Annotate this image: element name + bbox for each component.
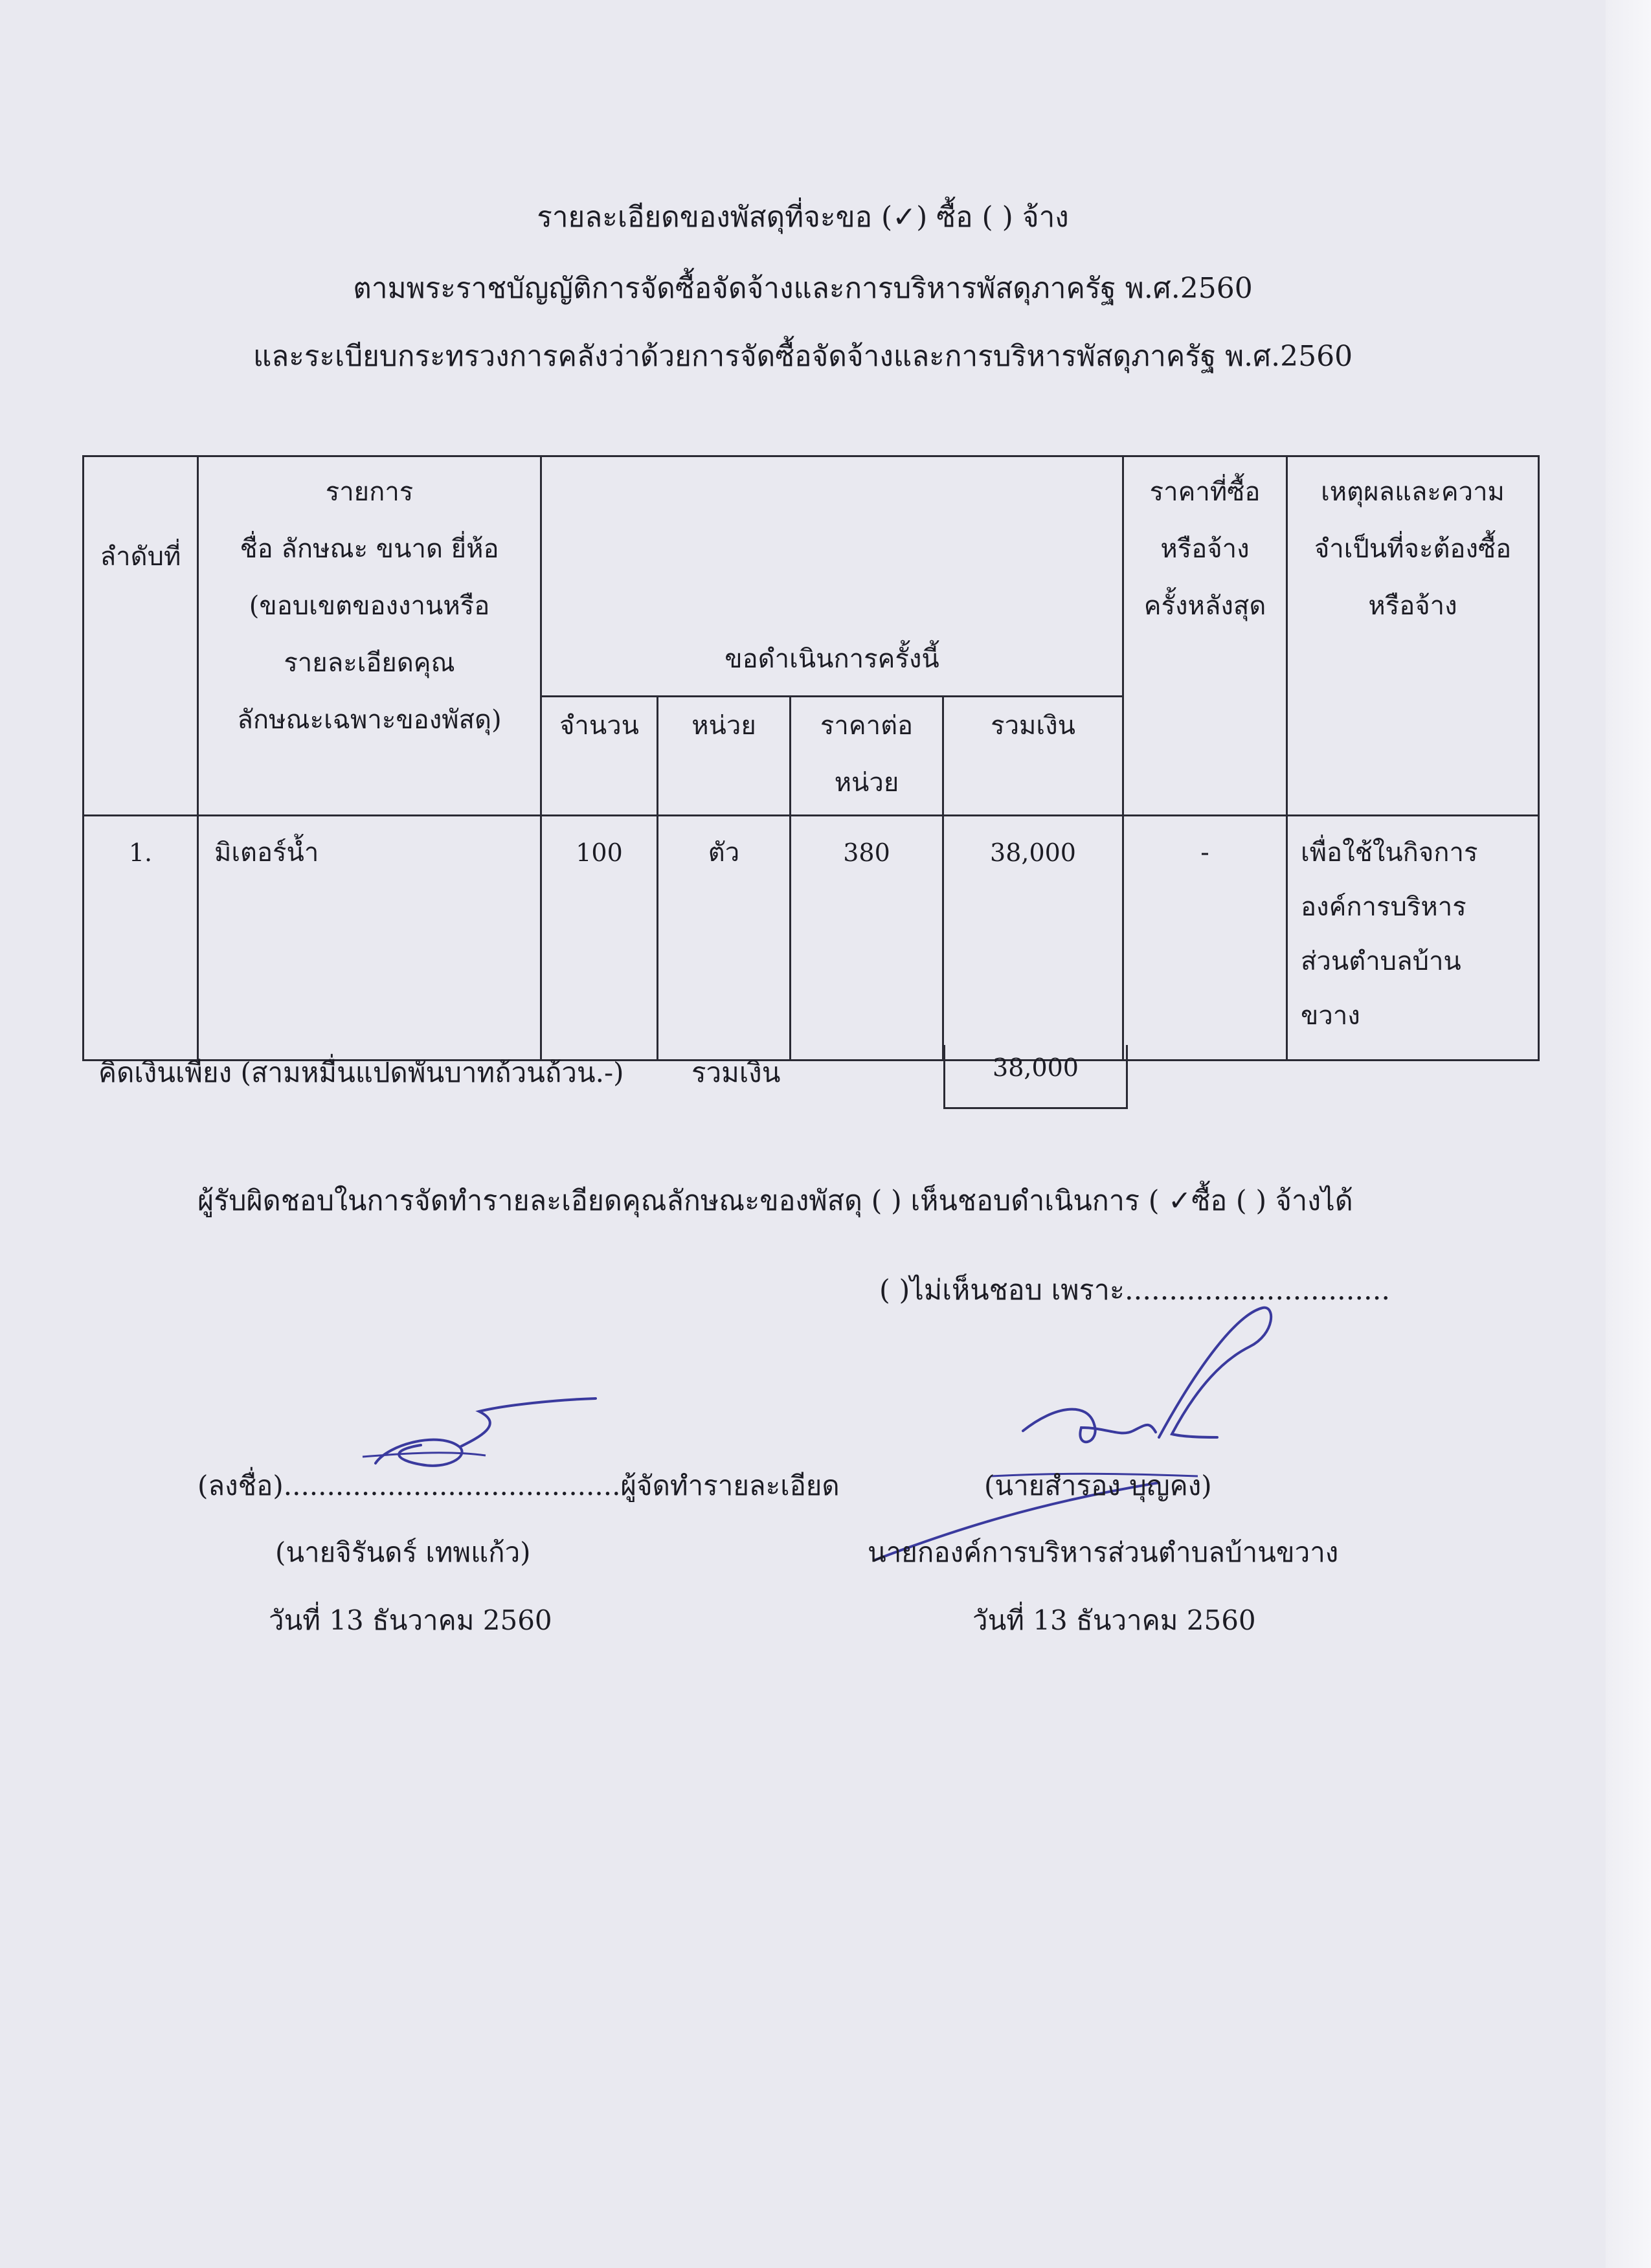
preparer-signature — [350, 1386, 609, 1476]
header-unit-price: ราคาต่อ หน่วย — [791, 697, 943, 816]
table-row — [84, 816, 1539, 1061]
header-action: ขอดำเนินการครั้งนี้ — [541, 456, 1123, 697]
cell-qty: 100 — [541, 816, 658, 1061]
cell-amount: 38,000 — [943, 816, 1123, 1061]
header-item: รายการ ชื่อ ลักษณะ ขนาด ยี่ห้อ (ขอบเขตของงานหรือ รายละเอียดคุณ ลักษณะเฉพาะของพัสดุ) — [198, 456, 541, 816]
header-unit: หน่วย — [658, 697, 791, 816]
header-last-price: ราคาที่ซื้อ หรือจ้าง ครั้งหลังสุด — [1123, 456, 1287, 816]
cell-reason: เพื่อใช้ในกิจการ องค์การบริหาร ส่วนตำบลบ้าน ขวาง — [1287, 816, 1539, 1061]
header-amount: รวมเงิน — [943, 697, 1123, 816]
cell-unit-price: 380 — [791, 816, 943, 1061]
doc-subtitle-regulation: และระเบียบกระทรวงการคลังว่าด้วยการจัดซื้อจัดจ้างและการบริหารพัสดุภาครัฐ พ.ศ.2560 — [253, 340, 1353, 373]
preparer-date: วันที่ 13 ธันวาคม 2560 — [269, 1604, 552, 1636]
total-in-words: คิดเงินเพียง (สามหมื่นแปดพันบาทถ้วนถ้วน.-) — [98, 1057, 624, 1088]
cell-name: มิเตอร์น้ำ — [198, 816, 541, 1061]
disapproval-opinion: ( )ไม่เห็นชอบ เพราะ.............................. — [879, 1274, 1391, 1307]
items-table — [82, 455, 1540, 1061]
approver-date: วันที่ 13 ธันวาคม 2560 — [972, 1604, 1256, 1636]
header-reason: เหตุผลและความ จำเป็นที่จะต้องซื้อ หรือจ้าง — [1287, 456, 1539, 816]
cell-seq: 1. — [84, 816, 198, 1061]
approver-signature — [861, 1288, 1301, 1567]
total-label: รวมเงิน — [691, 1057, 781, 1088]
preparer-sign-line: (ลงชื่อ).......................................ผู้จัดทำรายละเอียด — [197, 1470, 840, 1501]
table-header-row — [84, 456, 1539, 697]
paper-edge — [1606, 0, 1651, 2268]
total-value: 38,000 — [943, 1045, 1128, 1109]
cell-unit: ตัว — [658, 816, 791, 1061]
approver-name: (นายสำรอง บุญคง) — [984, 1470, 1212, 1501]
header-seq: ลำดับที่ — [84, 456, 198, 816]
header-qty: จำนวน — [541, 697, 658, 816]
approval-opinion: ผู้รับผิดชอบในการจัดทำรายละเอียดคุณลักษณะของพัสดุ ( ) เห็นชอบดำเนินการ ( ✓ซื้อ ( ) จ้างได้ — [197, 1185, 1353, 1217]
approver-position: นายกองค์การบริหารส่วนตำบลบ้านขวาง — [868, 1536, 1339, 1568]
preparer-name: (นายจิรันดร์ เทพแก้ว) — [275, 1536, 531, 1568]
doc-subtitle-act: ตามพระราชบัญญัติการจัดซื้อจัดจ้างและการบริหารพัสดุภาครัฐ พ.ศ.2560 — [353, 272, 1253, 305]
cell-last-price: - — [1123, 816, 1287, 1061]
doc-title: รายละเอียดของพัสดุที่จะขอ (✓) ซื้อ ( ) จ้าง — [537, 201, 1069, 234]
